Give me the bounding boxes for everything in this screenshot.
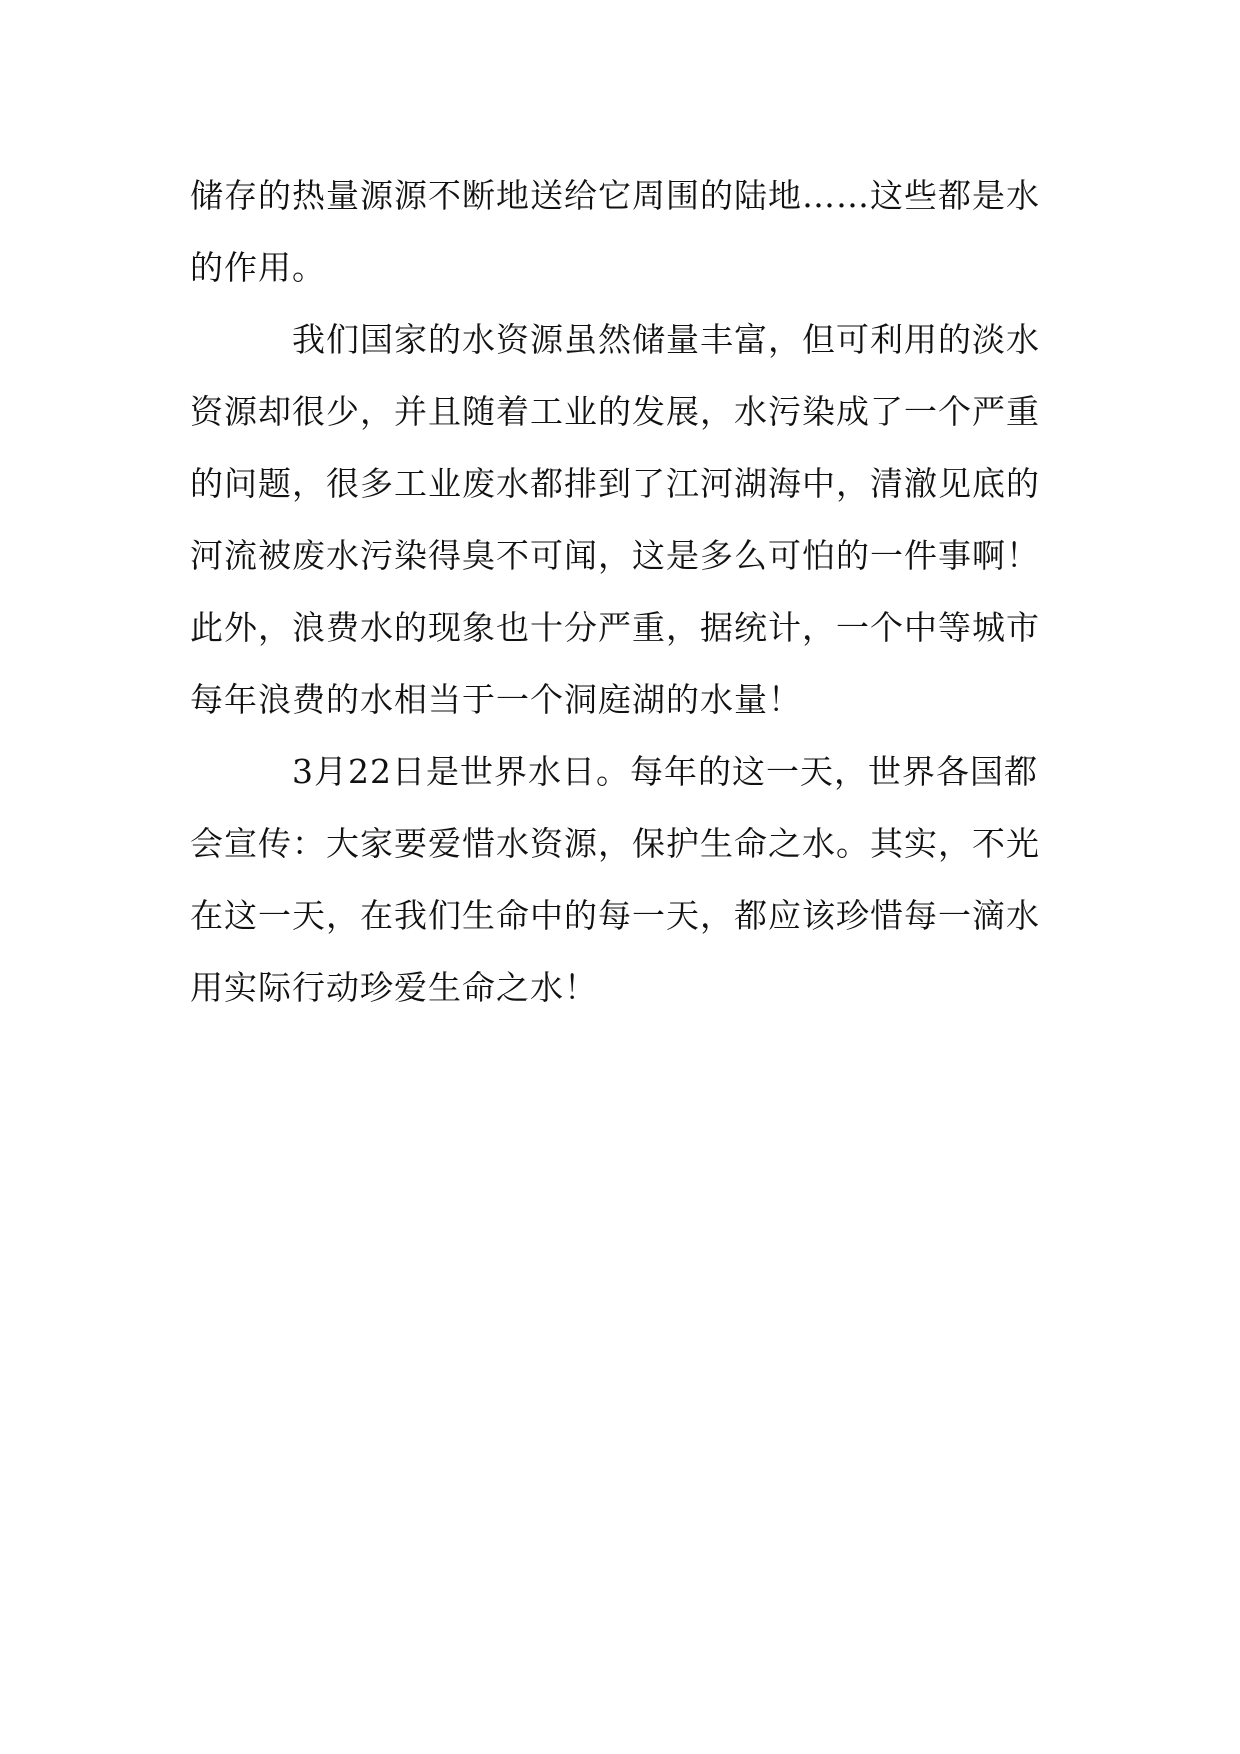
text-line: 的问题，很多工业废水都排到了江河湖海中，清澈见底的	[190, 464, 1040, 503]
text-line: 在这一天，在我们生命中的每一天，都应该珍惜每一滴水	[190, 896, 1040, 935]
text-line: 会宣传：大家要爱惜水资源，保护生命之水。其实，不光	[190, 824, 1040, 863]
text-line: 用实际行动珍爱生命之水！	[190, 968, 598, 1007]
text-line: 我们国家的水资源虽然储量丰富，但可利用的淡水	[190, 320, 1040, 359]
text-line: 储存的热量源源不断地送给它周围的陆地……这些都是水	[190, 176, 1040, 215]
text-line: 此外，浪费水的现象也十分严重，据统计，一个中等城市	[190, 608, 1040, 647]
paragraph-1	[190, 160, 1060, 304]
paragraph-3	[190, 736, 1060, 1024]
paragraph-2	[190, 304, 1060, 736]
text-line: 每年浪费的水相当于一个洞庭湖的水量！	[190, 680, 802, 719]
text-line: 河流被废水污染得臭不可闻，这是多么可怕的一件事啊！	[190, 536, 1040, 575]
text-line: 3月22日是世界水日。每年的这一天，世界各国都	[190, 752, 1038, 791]
text-line: 的作用。	[190, 248, 326, 287]
text-line: 资源却很少，并且随着工业的发展，水污染成了一个严重	[190, 392, 1040, 431]
document-body	[190, 160, 1060, 1024]
